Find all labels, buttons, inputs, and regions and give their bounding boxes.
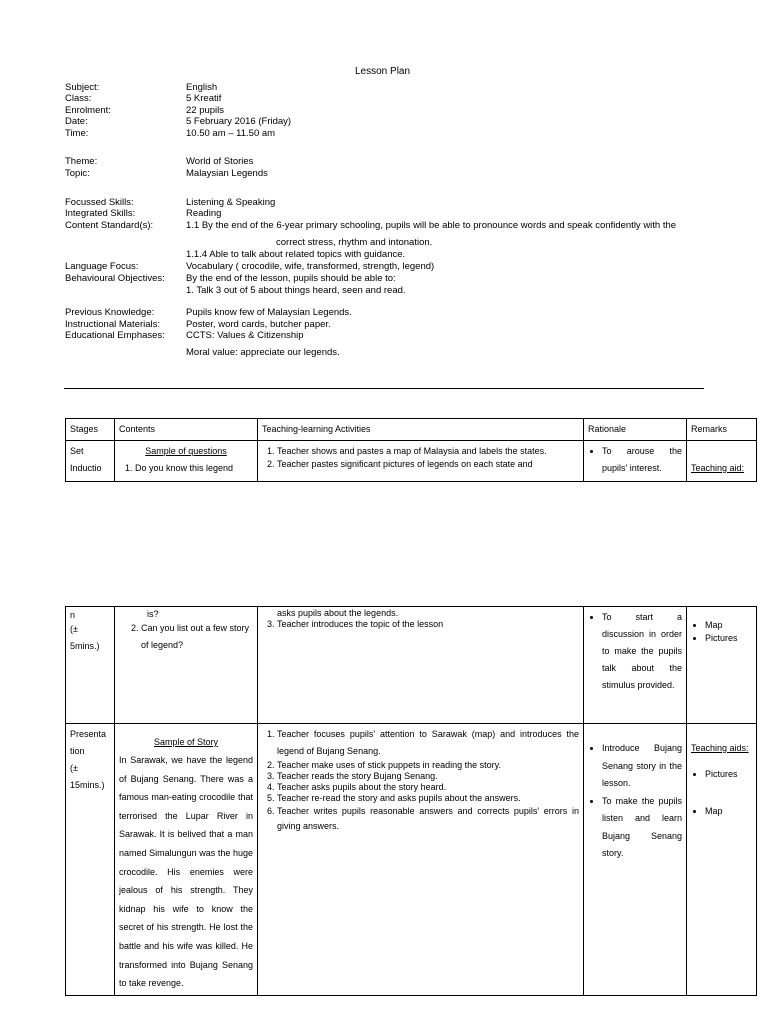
field-value: CCTS: Values & Citizenship	[186, 330, 304, 341]
horizontal-rule	[64, 388, 704, 389]
field-label: Instructional Materials:	[65, 319, 161, 330]
field-value: World of Stories	[186, 156, 254, 167]
remarks-list	[691, 619, 752, 645]
rationale-cell	[584, 607, 687, 724]
contents-heading: Sample of Story	[153, 737, 219, 747]
field-value: 5 Kreatif	[186, 93, 222, 104]
field-label: Previous Knowledge:	[65, 307, 155, 318]
activity-item: 1. Teacher shows and pastes a map of Malaysia and labels the states.	[277, 444, 579, 459]
remarks-cell	[687, 724, 757, 996]
remarks-cell	[687, 441, 757, 482]
contents-question: 2. Can you list out a few story of legend?	[141, 620, 253, 654]
contents-question-cont: is?	[147, 609, 159, 619]
field-value: Vocabulary ( crocodile, wife, transformed, strength, legend)	[186, 261, 435, 272]
field-label: Time:	[65, 128, 89, 139]
contents-cell	[115, 724, 258, 996]
field-value: By the end of the lesson, pupils should be able to:	[186, 273, 396, 284]
activities-list	[262, 444, 579, 470]
header-cell: Remarks	[687, 419, 757, 441]
stage-line: 5mins.)	[70, 641, 100, 651]
rationale-list	[588, 609, 682, 694]
field-value: 22 pupils	[186, 105, 225, 116]
stage-cell	[66, 441, 115, 482]
field-value: 1.1 By the end of the 6-year primary schooling, pupils will be able to pronounce words and speak confidently with the	[186, 220, 677, 231]
field-label: Integrated Skills:	[65, 208, 136, 219]
remarks-item: • Pictures	[705, 632, 752, 645]
activities-cell	[258, 724, 584, 996]
stage-line: (±	[70, 763, 78, 773]
activity-item: 2. Teacher pastes significant pictures of legends on each state and	[277, 459, 579, 470]
field-value: correct stress, rhythm and intonation.	[276, 237, 433, 248]
field-value: 10.50 am – 11.50 am	[186, 128, 276, 139]
header-cell: Contents	[115, 419, 258, 441]
field-value: Listening & Speaking	[186, 197, 276, 208]
table-row	[66, 607, 757, 724]
rationale-list	[588, 740, 682, 863]
story-text: In Sarawak, we have the legend of Bujang Senang. There was a famous man-eating crocodile that terrorised the Lupar River in Sarawak. It is belived that a man named Simalungun was the huge crocodile. His enemies were jealous of his strength. They kidnap his wife to know the secret of his strength. He lost the battle and his wife was killed. He transformed into Bujang Senang to take revenge.	[119, 755, 253, 989]
table-header-row	[66, 419, 757, 441]
document-title: Lesson Plan	[355, 66, 411, 77]
stage-line: n	[70, 610, 76, 620]
rationale-item: • To arouse the pupils' interest.	[602, 443, 682, 477]
stage-line: 15mins.)	[70, 780, 105, 790]
field-value: 5 February 2016 (Friday)	[186, 116, 292, 127]
table-row	[66, 724, 757, 996]
field-label: Theme:	[65, 156, 98, 167]
table-row	[66, 441, 757, 482]
rationale-list	[588, 443, 682, 477]
remarks-item: • Map	[705, 803, 752, 820]
contents-heading: Sample of questions	[145, 446, 227, 456]
field-label: Language Focus:	[65, 261, 139, 272]
header-cell: Rationale	[584, 419, 687, 441]
activities-cell	[258, 607, 584, 724]
rationale-cell	[584, 441, 687, 482]
field-value: English	[186, 82, 218, 93]
field-value: Moral value: appreciate our legends.	[186, 347, 340, 358]
activities-list	[262, 726, 579, 834]
rationale-cell	[584, 724, 687, 996]
field-label: Date:	[65, 116, 88, 127]
field-value: Malaysian Legends	[186, 168, 268, 179]
stage-line: tion	[70, 746, 85, 756]
field-label: Focussed Skills:	[65, 197, 134, 208]
field-value: Pupils know few of Malaysian Legends.	[186, 307, 352, 318]
contents-cell	[115, 441, 258, 482]
activity-item: 2. Teacher make uses of stick puppets in reading the story.	[277, 760, 579, 771]
header-cell: Stages	[66, 419, 115, 441]
contents-question: 1. Do you know this legend	[125, 463, 234, 473]
remarks-heading: Teaching aids:	[691, 743, 749, 753]
field-label: Enrolment:	[65, 105, 111, 116]
lesson-table-page1	[65, 418, 757, 482]
stage-line: Set	[70, 446, 84, 456]
lesson-table-page2	[65, 606, 757, 996]
activities-list	[262, 619, 579, 630]
field-label: Topic:	[65, 168, 90, 179]
activities-cell	[258, 441, 584, 482]
field-label: Subject:	[65, 82, 100, 93]
stage-line: Inductio	[70, 463, 102, 473]
contents-questions	[119, 620, 253, 654]
activity-item: 5. Teacher re-read the story and asks pupils about the answers.	[277, 793, 579, 804]
rationale-item: • To start a discussion in order to make the pupils talk about the stimulus provided.	[602, 609, 682, 694]
remarks-heading: Teaching aid:	[691, 463, 745, 473]
activity-cont: asks pupils about the legends.	[277, 608, 399, 618]
contents-cell	[115, 607, 258, 724]
field-label: Content Standard(s):	[65, 220, 154, 231]
field-label: Educational Emphases:	[65, 330, 165, 341]
field-value: 1. Talk 3 out of 5 about things heard, seen and read.	[186, 285, 406, 296]
header-cell: Teaching-learning Activities	[258, 419, 584, 441]
stage-cell	[66, 607, 115, 724]
stage-line: (±	[70, 624, 78, 634]
field-value: Reading	[186, 208, 222, 219]
activity-item: 6. Teacher writes pupils reasonable answers and corrects pupils' errors in giving answers.	[277, 804, 579, 834]
field-label: Behavioural Objectives:	[65, 273, 165, 284]
remarks-list	[691, 766, 752, 820]
remarks-item: • Pictures	[705, 766, 752, 783]
field-label: Class:	[65, 93, 92, 104]
activity-item: 4. Teacher asks pupils about the story heard.	[277, 782, 579, 793]
activity-item: 3. Teacher reads the story Bujang Senang.	[277, 771, 579, 782]
remarks-cell	[687, 607, 757, 724]
activity-item: 3. Teacher introduces the topic of the lesson	[277, 619, 579, 630]
field-value: Poster, word cards, butcher paper.	[186, 319, 331, 330]
field-value: 1.1.4 Able to talk about related topics with guidance.	[186, 249, 406, 260]
rationale-item: • To make the pupils listen and learn Bujang Senang story.	[602, 793, 682, 863]
stage-cell	[66, 724, 115, 996]
stage-line: Presenta	[70, 729, 107, 739]
activity-item: 1. Teacher focuses pupils' attention to Sarawak (map) and introduces the legend of Bujang Senang.	[277, 726, 579, 760]
remarks-item: • Map	[705, 619, 752, 632]
rationale-item: • Introduce Bujang Senang story in the lesson.	[602, 740, 682, 793]
